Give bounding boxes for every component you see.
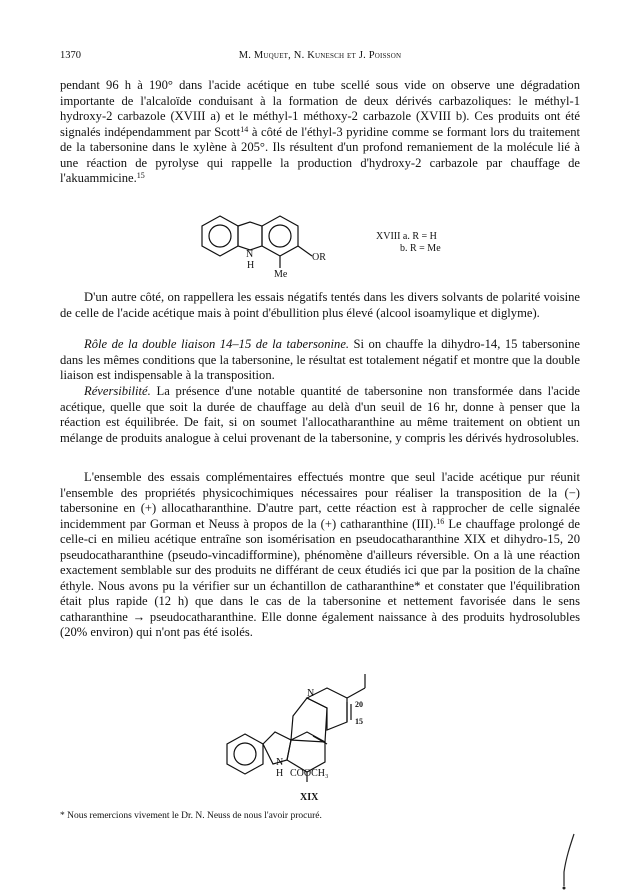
paragraph-2 [60, 290, 580, 321]
ring-d [291, 698, 327, 742]
atom-n-bottom: N [276, 757, 284, 768]
paragraph-3 [60, 337, 580, 384]
position-15: 15 [355, 717, 363, 726]
structure-xviii-carbazole [190, 208, 390, 288]
label-xviii-b: b. R = Me [400, 243, 441, 254]
aromatic-circle [234, 743, 256, 765]
bond-or [298, 246, 312, 256]
paragraph-1-text: pendant 96 h à 190° dans l'acide acétique en tube scellé sous vide on observe une dégradation importante de l'alcaloïde conduisant à la formation de deux dérivés carbazoliques: le méthyl-1 hydroxy-2 carbazole (XVIII a) et le méthyl-1 méthoxy-2 carbazole (XVIII b). Ces produits ont été signalés indépendamment par Scott [60, 78, 580, 139]
paragraph-2-text: D'un autre côté, on rappellera les essais négatifs tentés dans les divers solvants de polarité voisine de celle de l'acide acétique mais à point d'ébullition plus élevé (alcool isoamylique et diglyme). [60, 290, 580, 320]
atom-h: H [276, 768, 284, 779]
ring-c [287, 732, 325, 772]
paragraph-3-text: Si on chauffe la dihydro-14, 15 tabersonine dans les mêmes conditions que la tabersonine, le résultat est totalement négatif et montre que la double liaison est indispensable à la transposition. [60, 337, 580, 382]
position-20: 20 [355, 700, 363, 709]
paragraph-3-title: Rôle de la double liaison 14–15 de la tabersonine. [84, 337, 350, 351]
ester-group: COOCH₃ [290, 768, 329, 779]
paragraph-1b-text: à côté de l'éthyl-3 pyridine comme se formant lors du traitement de la tabersonine dans le xylène à 205°. Ils résultent d'un profond remaniement de la molécule lié à une réaction de pyrolyse qui rappelle la production d'hydroxy-2 carbazole par chauffage de l'akuammicine. [60, 124, 580, 185]
pyrrole-ring [238, 222, 262, 250]
reference-14: 14 [240, 124, 249, 134]
benzene-ring-right [262, 216, 298, 256]
page-number: 1370 [60, 50, 81, 61]
paragraph-4 [60, 384, 580, 446]
paragraph-5 [60, 470, 580, 641]
ethyl-bond-1 [347, 688, 365, 698]
reference-16: 16 [436, 516, 445, 526]
margin-pen-mark [560, 832, 580, 892]
benzene-ring-left [202, 216, 238, 256]
footnote: * Nous remercions vivement le Dr. N. Neuss de nous l'avoir procuré. [60, 811, 322, 821]
paragraph-4-text: La présence d'une notable quantité de tabersonine non transformée dans l'acide acétique, quelle que soit la durée de chauffage au delà d'un seuil de 16 hr, donne à penser que la réaction est équilibrée. De fait, si on soumet l'allocatharanthine au même traitement on obtient un mélange de produits analogue à celui provenant de la tabersonine, y compris les dérivés hydrosolubles. [60, 384, 580, 445]
running-header [60, 50, 580, 66]
atom-h: H [247, 260, 255, 271]
paragraph-5b-text: Le chauffage prolongé de celle-ci en milieu acétique entraîne son isomérisation en pseudocatharanthine XIX et dihydro-15, 20 pseudocatharanthine (pseudo-vincadifformine), phénomène d'ailleurs réversible. On a là une réaction exactement semblable sur des produits ne différant de ceux étudiés ici que par la position de la chaîne éthyle. Nous avons pu la vérifier sur un échantillon de catharanthine* et constater que l'équilibration était plus rapide (12 h) que dans le cas de la tabersonine et nettement favorisée dans le sens catharanthine → pseudocatharanthine. Elle donne également naissance à des produits hydrosolubles (20% environ) qui n'ont pas été isolés. [60, 516, 580, 639]
label-xviii-a: XVIII a. R = H [376, 231, 437, 242]
aromatic-circle-right [269, 225, 291, 247]
benzene-ring [227, 734, 263, 774]
atom-or: OR [312, 252, 326, 263]
paragraph-5a-text: L'ensemble des essais complémentaires effectués montre que seul l'acide acétique pur réunit l'ensemble des propriétés physicochimiques nécessaires pour réaliser la transposition de la (−) tabersonine en (+) allocatharanthine. D'autre part, cette réaction est à rapprocher de celle signalée incidemment par Gorman et Neuss à propos de la (+) catharanthine (III). [60, 470, 580, 531]
reference-15: 15 [136, 171, 145, 180]
paragraph-1 [60, 78, 580, 187]
atom-n-top: N [307, 688, 315, 699]
atom-n: N [246, 249, 254, 260]
atom-me: Me [274, 269, 288, 280]
aromatic-circle-left [209, 225, 231, 247]
paragraph-4-title: Réversibilité. [84, 384, 151, 398]
label-xix: XIX [300, 792, 319, 803]
running-authors: M. Muquet, N. Kunesch et J. Poisson [238, 50, 402, 61]
